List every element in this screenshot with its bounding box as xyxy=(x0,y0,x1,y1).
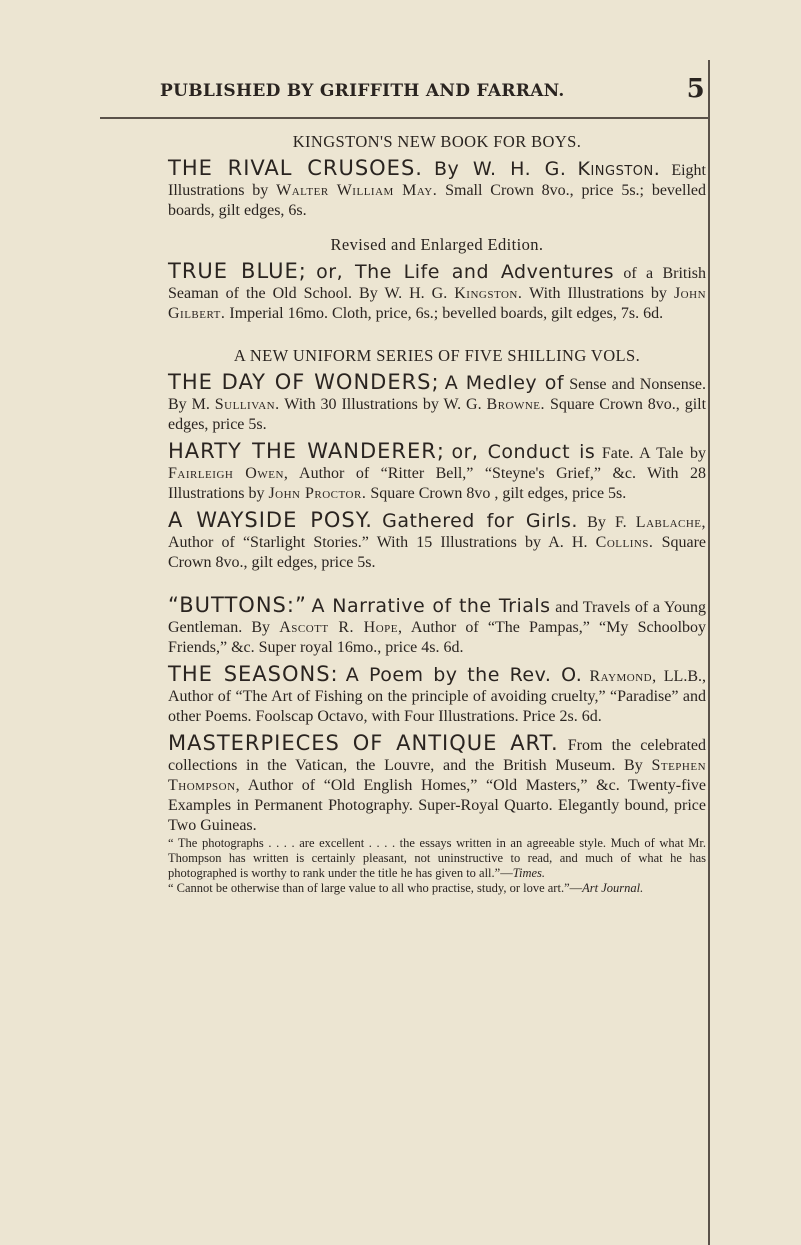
book-author: Stephen Thompson, xyxy=(168,757,707,794)
book-by: By W. H. G. xyxy=(434,158,567,180)
book-text: and Travels of a Young Gentleman. By xyxy=(168,599,707,636)
book-text: Small Crown 8vo., price 5s.; bevelled boards, gilt edges, 6s. xyxy=(168,182,707,219)
review-quote-times xyxy=(168,836,706,881)
book-author: Kingston. xyxy=(454,285,523,302)
book-title: THE DAY OF WONDERS; xyxy=(168,370,440,394)
book-subtitle: or, The Life and Adventures xyxy=(316,261,615,283)
book-text: Square Crown 8vo., gilt edges, price 5s. xyxy=(168,396,707,433)
book-subtitle: A Medley of xyxy=(444,372,565,394)
book-illustrator: John Gilbert. xyxy=(168,285,707,322)
book-text: of a British Seaman of the Old School. By W. H. G. xyxy=(168,265,707,302)
page-content xyxy=(168,132,706,896)
review-quote-art-journal xyxy=(168,881,706,896)
book-author: Sullivan. xyxy=(214,396,280,413)
running-head-text: PUBLISHED BY GRIFFITH AND FARRAN. xyxy=(160,81,565,101)
book-title: HARTY THE WANDERER; xyxy=(168,439,445,463)
book-text: Eight Illustrations by xyxy=(168,162,706,199)
entry-the-seasons xyxy=(168,664,706,727)
book-title: A WAYSIDE POSY. xyxy=(168,508,373,532)
book-text: Author of “Old English Homes,” “Old Masters,” &c. Twenty-five Examples in Permanent Photography. Super-Royal Quarto. Elegantly bound, price Two Guineas. xyxy=(168,777,706,834)
quote-text: “ Cannot be otherwise than of large value to all who practise, study, or love art.”— xyxy=(168,881,583,895)
section-heading-series: A NEW UNIFORM SERIES OF FIVE SHILLING VOLS. xyxy=(233,346,641,365)
book-illustrator: Walter William May. xyxy=(276,182,438,199)
entry-wayside-posy xyxy=(168,510,706,573)
book-text: Fate. A Tale by xyxy=(601,445,706,462)
book-text: With Illustrations by xyxy=(529,285,667,302)
book-text: From the celebrated collections in the Vatican, the Louvre, and the British Museum. By xyxy=(168,737,706,774)
quote-source: Times. xyxy=(512,866,546,880)
book-text: Square Crown 8vo , gilt edges, price 5s. xyxy=(370,485,627,502)
book-text: Author of “Ritter Bell,” “Steyne's Grief,” &c. With 28 Illustrations by xyxy=(168,465,707,502)
entry-day-of-wonders xyxy=(168,372,706,435)
entry-rival-crusoes xyxy=(168,158,706,221)
running-head xyxy=(160,74,705,104)
entry-buttons xyxy=(168,595,706,658)
section-heading-kingston: KINGSTON'S NEW BOOK FOR BOYS. xyxy=(292,132,582,151)
quote-source: Art Journal. xyxy=(582,881,644,895)
book-text: Square Crown 8vo., gilt edges, price 5s. xyxy=(168,534,707,571)
book-title: THE SEASONS: xyxy=(168,662,339,686)
book-text: Sense and Nonsense. By M. xyxy=(168,376,707,413)
book-author: Ascott R. Hope, xyxy=(279,619,403,636)
book-subtitle: A Narrative of the Trials xyxy=(311,595,551,617)
book-text: Author of “The Pampas,” “My Schoolboy Friends,” &c. Super royal 16mo., price 4s. 6d. xyxy=(168,619,707,656)
book-author: Kingston. xyxy=(577,158,661,180)
book-subtitle: or, Conduct is xyxy=(451,441,596,463)
book-subtitle: A Poem by the Rev. O. xyxy=(345,664,583,686)
entry-true-blue xyxy=(168,261,706,324)
header-rule xyxy=(100,117,710,119)
book-author: Lablache, xyxy=(635,514,707,531)
edition-note: Revised and Enlarged Edition. xyxy=(330,235,544,254)
book-text: Imperial 16mo. Cloth, price, 6s.; bevelled boards, gilt edges, 7s. 6d. xyxy=(229,305,664,322)
entry-harty-the-wanderer xyxy=(168,441,706,504)
book-text: By F. xyxy=(587,514,627,531)
page-edge-rule xyxy=(708,60,710,1245)
book-title: MASTERPIECES OF ANTIQUE ART. xyxy=(168,731,559,755)
book-illustrator: Browne. xyxy=(486,396,546,413)
entry-masterpieces xyxy=(168,733,706,836)
book-illustrator: Collins. xyxy=(595,534,654,551)
book-title: TRUE BLUE; xyxy=(168,259,307,283)
book-text: LL.B., Author of “The Art of Fishing on the principle of avoiding cruelty,” “Paradise” and other Poems. Foolscap Octavo, with Four Illustrations. Price 2s. 6d. xyxy=(168,668,706,725)
book-title: “BUTTONS:” xyxy=(168,593,307,617)
page-number: 5 xyxy=(686,74,705,104)
book-author: Raymond, xyxy=(589,668,657,685)
book-subtitle: Gathered for Girls. xyxy=(382,510,578,532)
quote-text: “ The photographs . . . . are excellent . . . . the essays written in an agreeable style. Much of what Mr. Thompson has written is certainly pleasant, not uninstructive to read, and much of what he has photographed is worthy to rank under the title he has given to all.”— xyxy=(168,836,706,880)
book-illustrator: John Proctor. xyxy=(268,485,367,502)
book-title: THE RIVAL CRUSOES. xyxy=(168,156,423,180)
book-text: With 30 Illustrations by W. G. xyxy=(284,396,482,413)
book-author: Fairleigh Owen, xyxy=(168,465,289,482)
book-text: Author of “Starlight Stories.” With 15 Illustrations by A. H. xyxy=(168,534,588,551)
